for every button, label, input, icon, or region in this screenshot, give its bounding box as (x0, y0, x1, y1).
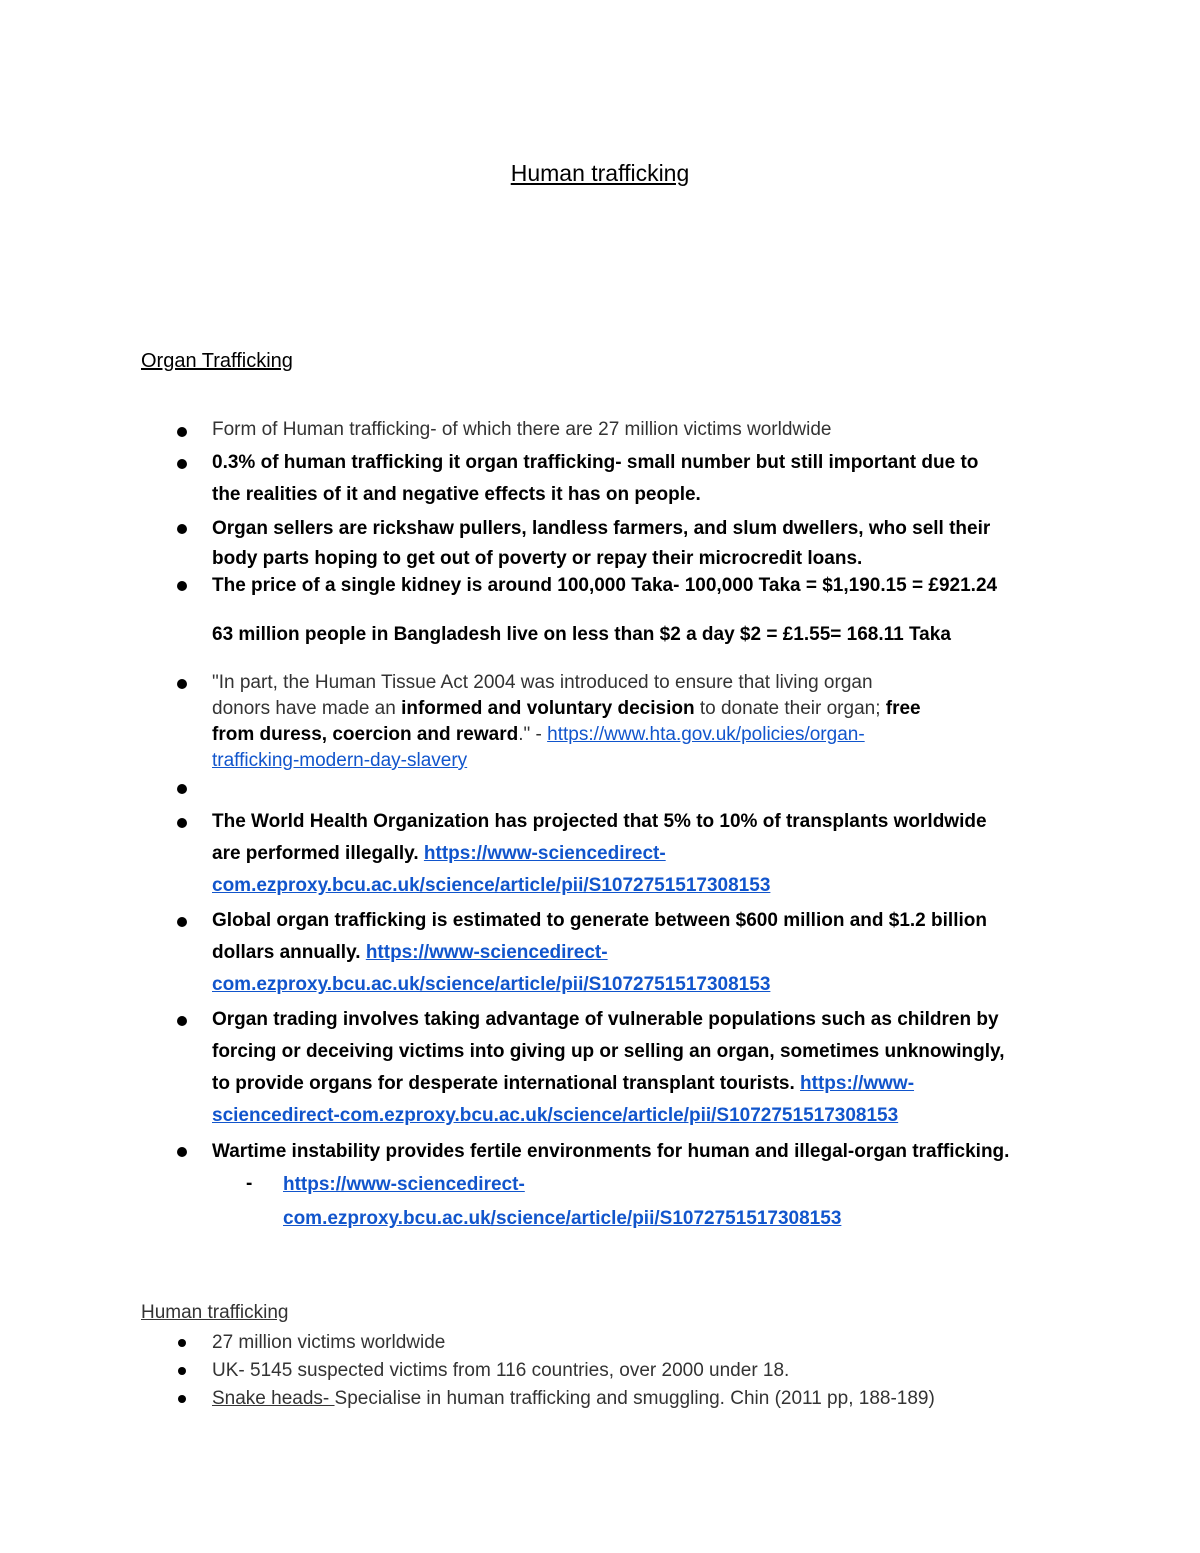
sciencedirect-link-continuation[interactable]: com.ezproxy.bcu.ac.uk/science/article/pii/S1072751517308153 (283, 1208, 842, 1229)
list-item-line: body parts hoping to get out of poverty or repay their microcredit loans. (212, 548, 863, 569)
list-item (212, 571, 1072, 601)
list-item (212, 670, 1072, 774)
list-item-sublinks (283, 1168, 841, 1236)
list-item (212, 806, 1072, 902)
sciencedirect-link[interactable]: https://www-sciencedirect- (283, 1174, 525, 1195)
sciencedirect-link[interactable]: https://www- (800, 1073, 915, 1094)
list-item-line: Organ sellers are rickshaw pullers, landless farmers, and slum dwellers, who sell their (212, 518, 991, 539)
list-item-line: Global organ trafficking is estimated to generate between $600 million and $1.2 billion (212, 910, 987, 931)
snake-heads-term: Snake heads- (212, 1388, 335, 1409)
bullet-icon (177, 917, 187, 927)
text-span: donors have made an (212, 698, 402, 719)
section-heading-human-trafficking: Human trafficking (141, 1302, 289, 1323)
list-item: Form of Human trafficking- of which there are 27 million victims worldwide (212, 419, 832, 440)
list-item: 27 million victims worldwide (212, 1332, 446, 1353)
sciencedirect-link-continuation[interactable]: sciencedirect-com.ezproxy.bcu.ac.uk/science/article/pii/S1072751517308153 (212, 1105, 899, 1126)
list-item (212, 1004, 1072, 1132)
list-item-text: The price of a single kidney is around 100,000 Taka- (212, 575, 685, 596)
bullet-icon (178, 1395, 186, 1403)
sciencedirect-link-continuation[interactable]: com.ezproxy.bcu.ac.uk/science/article/pii/S1072751517308153 (212, 875, 771, 896)
text-span: Specialise in human trafficking and smuggling. Chin (2011 pp, 188-189) (334, 1388, 935, 1409)
bullet-icon (177, 679, 187, 689)
list-item-line: Organ trading involves taking advantage of vulnerable populations such as children by (212, 1009, 999, 1030)
list-item-line (212, 748, 1072, 774)
text-span: to donate their organ; (694, 698, 886, 719)
bullet-icon (177, 1147, 187, 1157)
section-heading-organ-trafficking: Organ Trafficking (141, 350, 293, 372)
list-item-line: 0.3% of human trafficking it organ trafficking- small number but still important due to (212, 452, 979, 473)
hta-link-continuation[interactable]: trafficking-modern-day-slavery (212, 750, 468, 771)
list-item-line (212, 969, 1072, 1001)
list-item-line (212, 696, 1072, 722)
bullet-icon (177, 818, 187, 828)
list-item-line (212, 1068, 1072, 1100)
text-span-bold: from duress, coercion and reward (212, 724, 519, 745)
bullet-icon (177, 581, 187, 591)
list-item-line (212, 870, 1072, 902)
bullet-icon (177, 459, 187, 469)
dash-marker: - (246, 1173, 253, 1194)
hta-link[interactable]: https://www.hta.gov.uk/policies/organ- (547, 724, 865, 745)
list-item-line: "In part, the Human Tissue Act 2004 was introduced to ensure that living organ (212, 672, 873, 693)
list-item-text-bold: 100,000 Taka = $1,190.15 = £921.24 (684, 575, 998, 596)
list-item-continuation: 63 million people in Bangladesh live on less than $2 a day $2 = £1.55= 168.11 Taka (212, 624, 951, 645)
bullet-icon (177, 1016, 187, 1026)
list-item (212, 905, 1072, 1001)
list-item (212, 447, 1072, 511)
text-span: ." - (518, 724, 548, 745)
text-span: to provide organs for desperate international transplant tourists. (212, 1073, 801, 1094)
bullet-icon (177, 524, 187, 534)
list-item-line (212, 722, 1072, 748)
bullet-icon (178, 1367, 186, 1375)
list-item-line (212, 1100, 1072, 1132)
bullet-icon (178, 1339, 186, 1347)
sciencedirect-link[interactable]: https://www-sciencedirect- (423, 843, 666, 864)
list-item-line: forcing or deceiving victims into giving up or selling an organ, sometimes unknowingly, (212, 1041, 1005, 1062)
list-item: UK- 5145 suspected victims from 116 countries, over 2000 under 18. (212, 1360, 790, 1381)
list-item (212, 1387, 1072, 1411)
text-span-bold: free (885, 698, 921, 719)
list-item-line (212, 838, 1072, 870)
text-span: are performed illegally. (212, 843, 424, 864)
text-span-bold: informed and voluntary decision (401, 698, 695, 719)
sciencedirect-link[interactable]: https://www-sciencedirect- (365, 942, 608, 963)
list-item-line: The World Health Organization has projected that 5% to 10% of transplants worldwide (212, 811, 987, 832)
list-item-line: the realities of it and negative effects it has on people. (212, 484, 701, 505)
bullet-icon (177, 427, 187, 437)
bullet-icon (177, 784, 187, 794)
list-item: Wartime instability provides fertile environments for human and illegal-organ trafficking. (212, 1141, 1010, 1162)
list-item (212, 514, 1072, 574)
sciencedirect-link-continuation[interactable]: com.ezproxy.bcu.ac.uk/science/article/pii/S1072751517308153 (212, 974, 771, 995)
document-title: Human trafficking (510, 160, 690, 186)
text-span: dollars annually. (212, 942, 366, 963)
list-item-line (212, 937, 1072, 969)
